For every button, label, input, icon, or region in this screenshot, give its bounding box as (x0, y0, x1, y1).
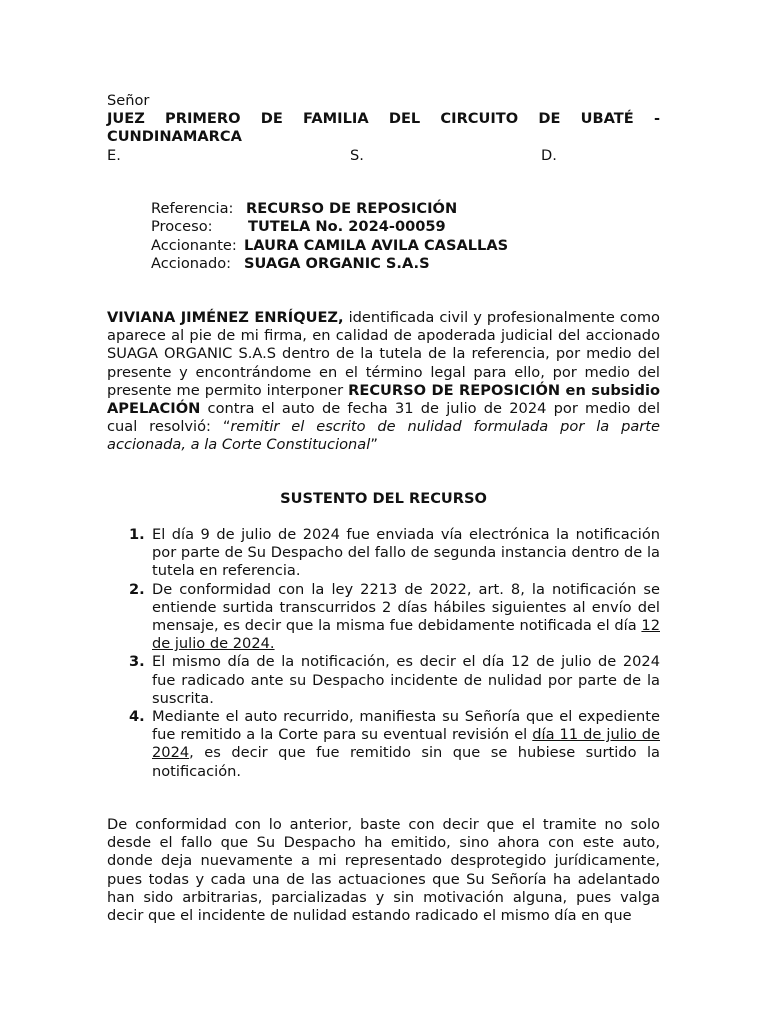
fact-item (107, 708, 660, 781)
accionado-label: Accionado: (151, 255, 232, 273)
intro-text-1: identificada civil y profesionalmente como aparece al pie de mi firma, en calidad de apoderada judicial del accionado SUAGA ORGANIC S.A.S dentro de la tutela de la referencia, por medio del presente y encontrándome en el término legal para ello, por medio del presente me permito interponer (107, 309, 660, 399)
reference-row (151, 200, 631, 218)
reference-block (151, 200, 631, 274)
esd-line (107, 147, 660, 165)
fact-text: El día 9 de julio de 2024 fue enviada vía electrónica la notificación por parte de Su Despacho del fallo de segunda instancia dentro de la tutela en referencia. (152, 526, 660, 580)
accionado-row (151, 255, 631, 273)
closing-paragraph: De conformidad con lo anterior, baste con decir que el tramite no solo desde el fallo que Su Despacho ha emitido, sino ahora con este auto, donde deja nuevamente a mi representado desprotegido jurídicamente, pues todas y cada una de las actuaciones que Su Señoría ha adelantado han sido arbitrarias, parcializadas y sin motivación alguna, pues valga decir que el incidente de nulidad estando radicado el mismo día en que (107, 816, 660, 925)
recurso-title: RECURSO DE REPOSICIÓN en subsidio APELACIÓN (107, 381, 660, 418)
esd-e: E. (107, 147, 121, 164)
fact-number: 2. (129, 580, 145, 598)
fact-item (107, 526, 660, 581)
fact-item (107, 653, 660, 708)
facts-list (107, 526, 660, 781)
accionante-label: Accionante: (151, 236, 237, 254)
accionado-value: SUAGA ORGANIC S.A.S (244, 255, 430, 273)
fact-number: 1. (129, 526, 145, 543)
intro-paragraph (107, 309, 660, 455)
quote-close: ” (370, 436, 378, 454)
proceso-value: TUTELA No. 2024-00059 (248, 218, 446, 236)
quoted-resolution: remitir el escrito de nulidad formulada por la parte accionada, a la Corte Constitucional (107, 418, 661, 454)
salutation: Señor (107, 92, 150, 109)
attorney-name: VIVIANA JIMÉNEZ ENRÍQUEZ, (107, 309, 344, 326)
accionante-value: LAURA CAMILA AVILA CASALLAS (244, 236, 509, 254)
addressee (107, 110, 660, 146)
fact-underlined-date: día 11 de julio de 2024 (152, 726, 661, 762)
fact-number: 3. (129, 653, 145, 671)
esd-d: D. (541, 147, 557, 164)
fact-text: Mediante el auto recurrido, manifiesta su Señoría que el expediente fue remitido a la Corte para su eventual revisión el (152, 708, 660, 744)
fact-text: El mismo día de la notificación, es decir el día 12 de julio de 2024 fue radicado ante su Despacho incidente de nulidad por parte de la suscrita. (152, 653, 660, 707)
reference-value: RECURSO DE REPOSICIÓN (246, 200, 458, 217)
intro-text-2: contra el auto de fecha 31 de julio de 2024 por medio del cual resolvió: “ (107, 400, 660, 436)
fact-number: 4. (129, 708, 145, 726)
fact-item (107, 581, 660, 654)
section-heading: SUSTENTO DEL RECURSO (280, 490, 487, 507)
reference-label: Referencia: (151, 200, 234, 217)
fact-text: De conformidad con la ley 2213 de 2022, art. 8, la notificación se entiende surtida transcurridos 2 días hábiles siguientes al envío del mensaje, es decir que la misma fue debidamente notificada el día (152, 580, 660, 635)
proceso-label: Proceso: (151, 218, 213, 236)
proceso-row (151, 218, 631, 236)
addressee-line-2: CUNDINAMARCA (107, 128, 242, 146)
addressee-line-1: JUEZ PRIMERO DE FAMILIA DEL CIRCUITO DE UBATÉ - (107, 110, 660, 127)
accionante-row (151, 237, 631, 255)
fact-underlined-date: 12 de julio de 2024. (152, 617, 660, 653)
esd-s: S. (350, 147, 364, 164)
fact-text-end: , es decir que fue remitido sin que se hubiese surtido la notificación. (152, 744, 660, 780)
